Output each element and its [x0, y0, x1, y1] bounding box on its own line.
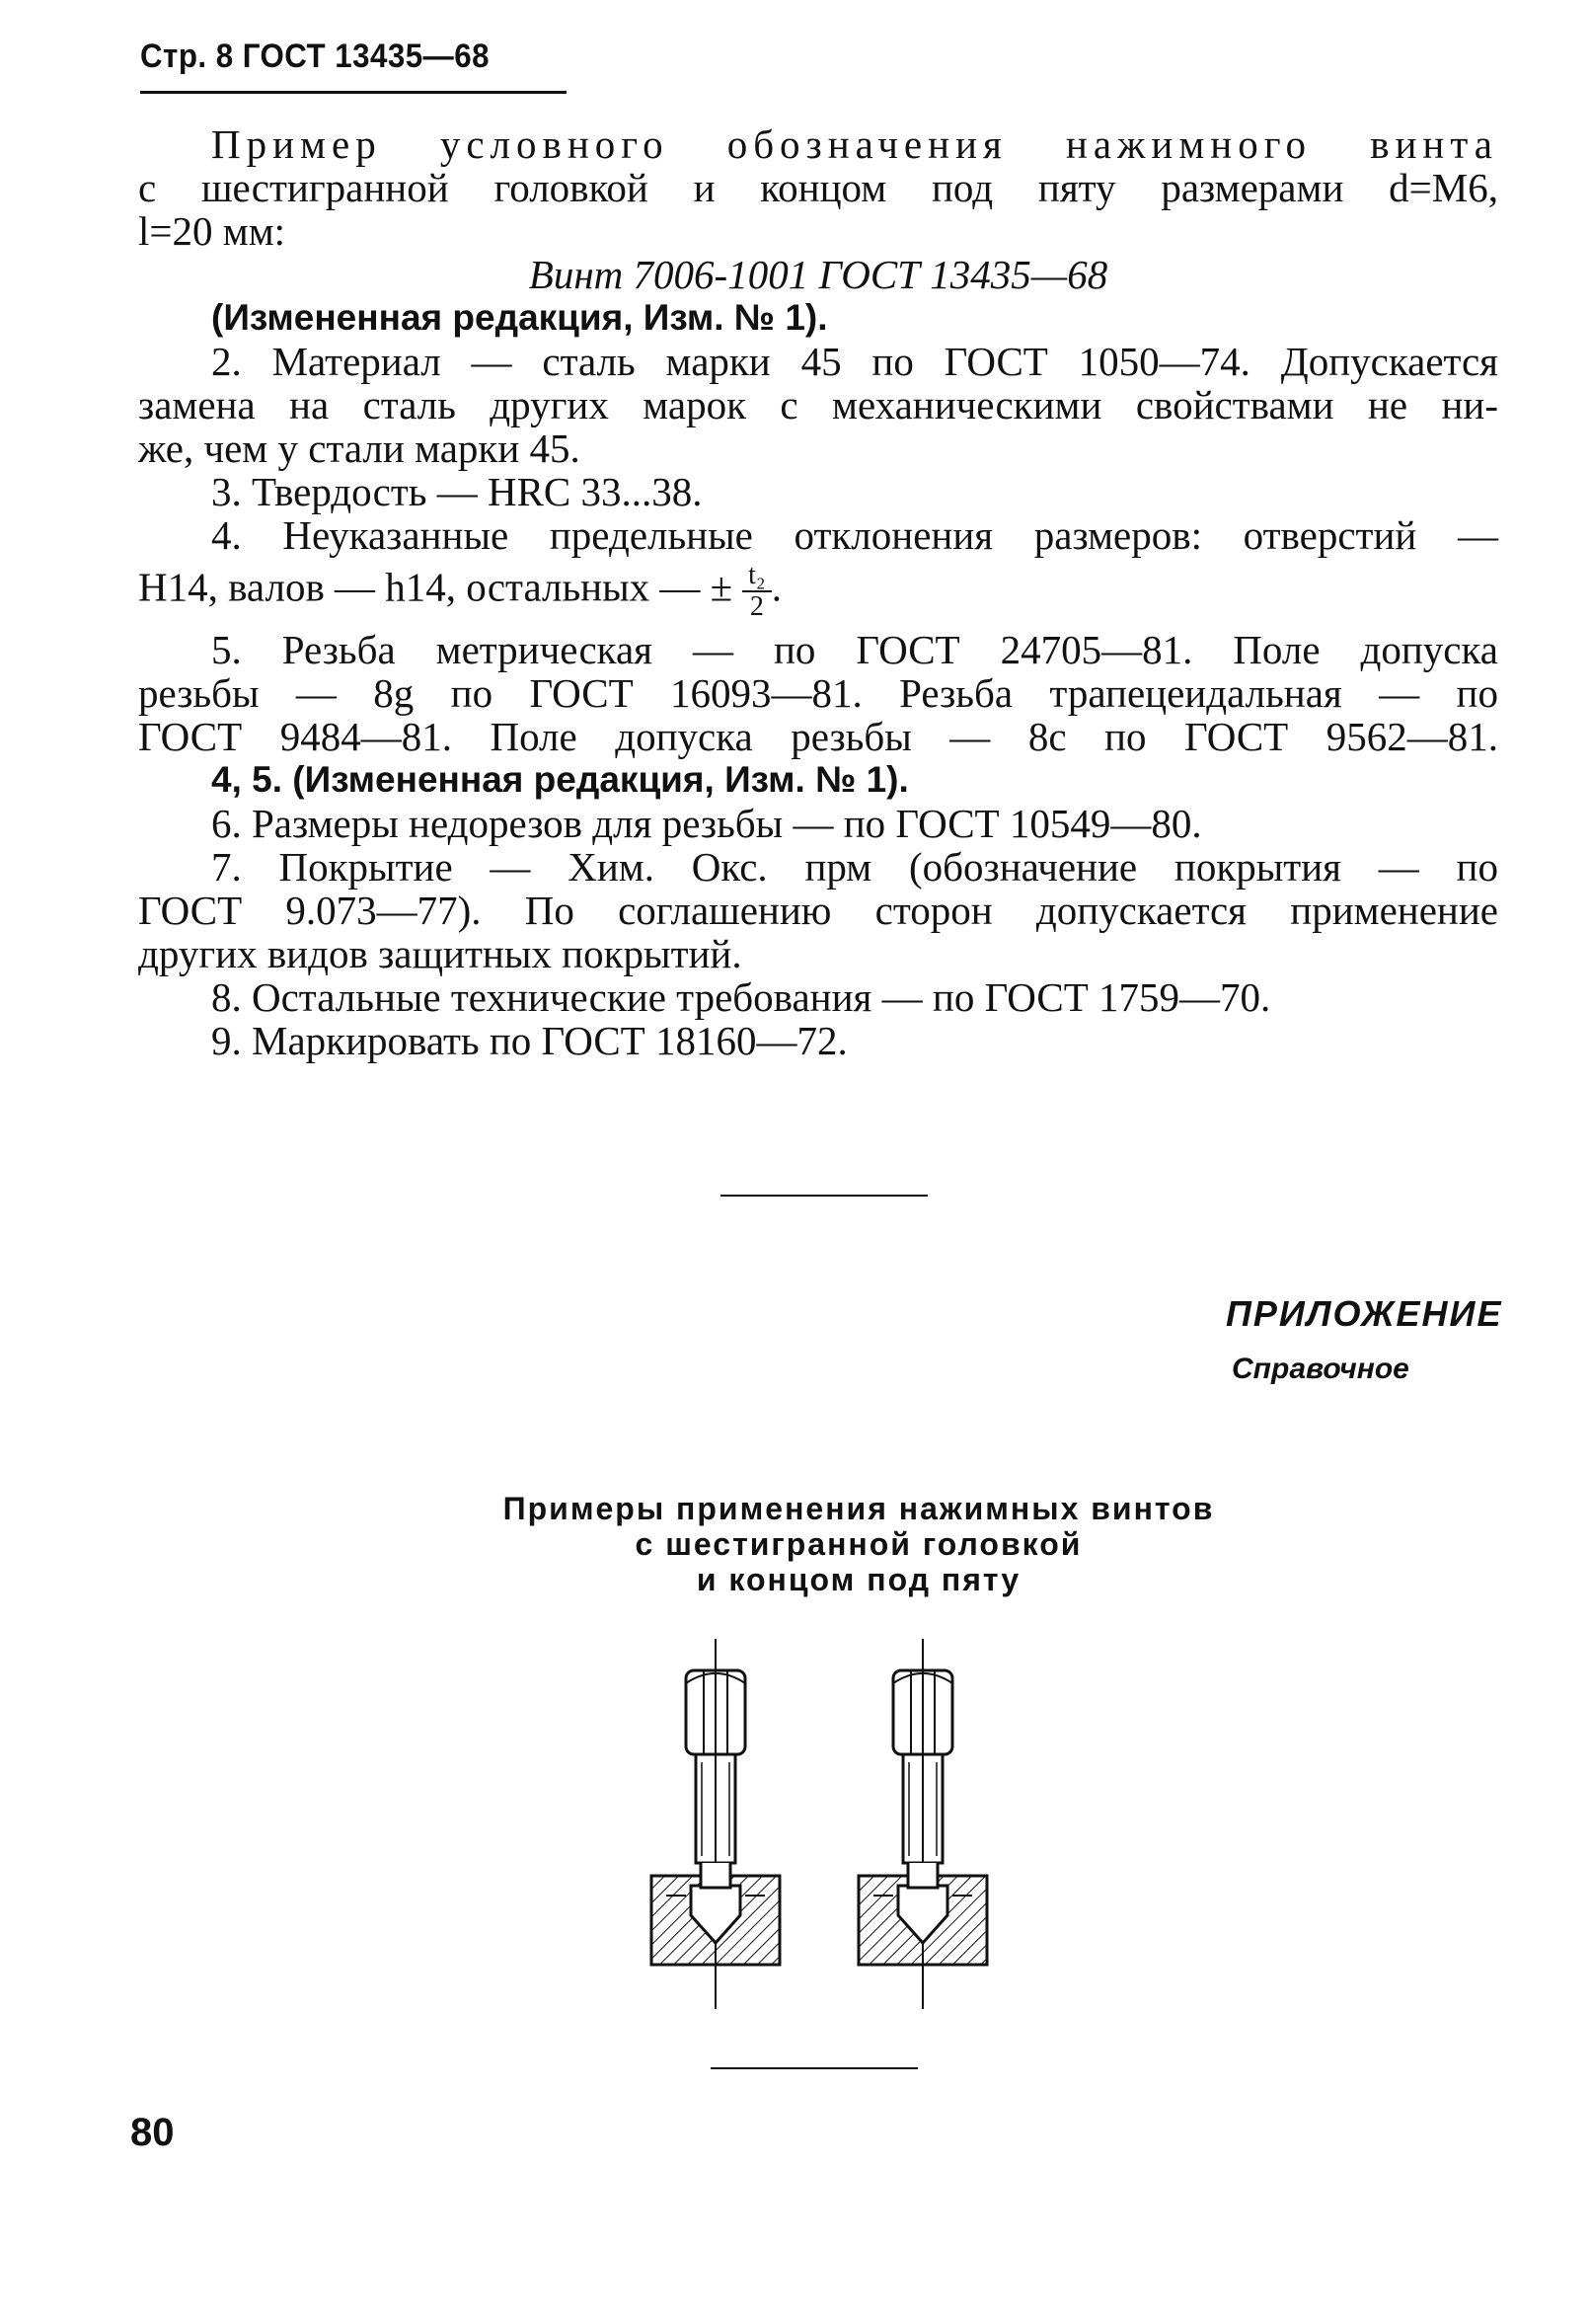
amendment-note-45: 4, 5. (Измененная редакция, Изм. № 1).	[211, 759, 909, 800]
designation: Винт 7006-1001 ГОСТ 13435—68	[528, 252, 1108, 297]
item-4-line-1: 4. Неуказанные предельные отклонения размеров: отверстий —	[211, 512, 1498, 558]
item-5-line-3: ГОСТ 9484—81. Поле допуска резьбы — 8с по ГОСТ 9562—81.	[138, 714, 1498, 759]
item-5-line-1: 5. Резьба метрическая — по ГОСТ 24705—81. Поле допуска	[211, 627, 1498, 672]
header-rule	[140, 91, 567, 94]
fraction	[742, 561, 772, 622]
item-2-line-1: 2. Материал — сталь марки 45 по ГОСТ 1050—74. Допускается	[211, 339, 1498, 384]
item-9: 9. Маркировать по ГОСТ 18160—72.	[211, 1018, 848, 1063]
figure-title-line-1: Примеры применения нажимных винтов	[502, 1491, 1215, 1526]
page-header: Стр. 8 ГОСТ 13435—68	[140, 38, 490, 75]
intro-line-3: l=20 мм:	[138, 208, 286, 254]
item-2-line-2: замена на сталь других марок с механическими свойствами не ни-	[138, 382, 1498, 427]
item-8: 8. Остальные технические требования — по ГОСТ 1759—70.	[211, 974, 1271, 1020]
item-4-line-2	[138, 561, 1498, 622]
item-4-text: H14, валов — h14, остальных — ±	[138, 564, 733, 610]
figure-title-line-2: с шестигранной головкой	[635, 1526, 1083, 1562]
appendix-subtitle: Справочное	[1232, 1353, 1409, 1385]
screw-right	[859, 1639, 987, 2009]
bottom-divider	[711, 2067, 918, 2069]
item-7-line-3: других видов защитных покрытий.	[138, 931, 742, 976]
figure-title	[415, 1491, 1303, 1597]
item-4-end: .	[771, 564, 782, 610]
item-2-line-3: же, чем у стали марки 45.	[138, 426, 580, 471]
intro-line-1: Пример условного обозначения нажимного винта	[211, 121, 1498, 167]
main-text	[138, 122, 1498, 1062]
item-5-line-2: резьбы — 8g по ГОСТ 16093—81. Резьба трапецеидальная — по	[138, 670, 1498, 716]
screw-left	[651, 1639, 780, 2009]
screw-drawing	[632, 1629, 1007, 2024]
page-number: 80	[130, 2111, 175, 2154]
figure-title-line-3: и концом под пяту	[696, 1562, 1022, 1597]
fraction-denominator: 2	[749, 591, 764, 622]
fraction-numerator: t₂	[742, 561, 772, 592]
item-3: 3. Твердость — HRC 33...38.	[211, 469, 703, 514]
appendix-title: ПРИЛОЖЕНИЕ	[1226, 1293, 1503, 1334]
item-7-line-1: 7. Покрытие — Хим. Окс. прм (обозначение покрытия — по	[211, 844, 1498, 890]
item-6: 6. Размеры недорезов для резьбы — по ГОСТ 10549—80.	[211, 801, 1202, 846]
amendment-note-1: (Измененная редакция, Изм. № 1).	[211, 297, 828, 338]
section-divider	[720, 1195, 928, 1197]
intro-line-2: с шестигранной головкой и концом под пяту размерами d=M6,	[138, 165, 1498, 210]
item-7-line-2: ГОСТ 9.073—77). По соглашению сторон допускается применение	[138, 888, 1498, 933]
